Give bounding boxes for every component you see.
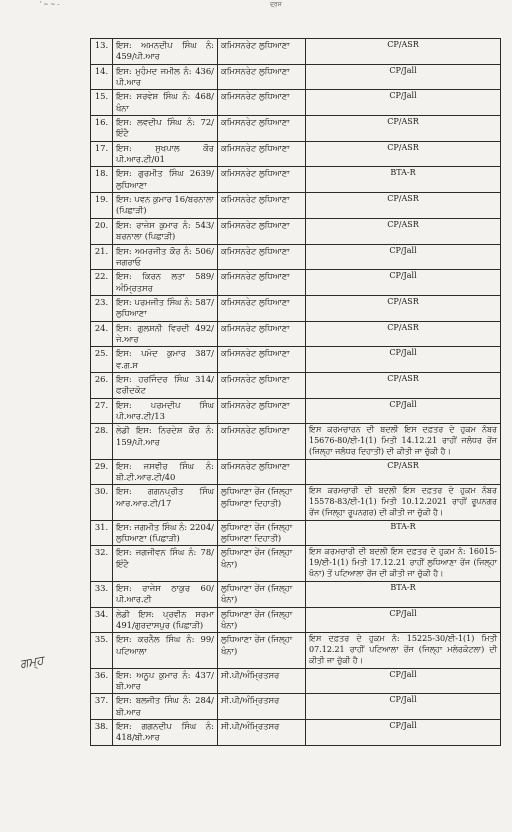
transfer-list-body xyxy=(91,39,501,746)
employee-name-cell: ਇਸ: ਗੁਰਮੀਤ ਸਿੰਘ 2639/ਲੁਧਿਆਣਾ xyxy=(113,167,218,193)
posting-place-cell: ਕਮਿਸਨਰੇਟ ਲੁਧਿਆਣਾ xyxy=(218,244,306,270)
serial-number-cell: 37. xyxy=(91,694,113,720)
serial-number-cell: 25. xyxy=(91,347,113,373)
serial-number-cell: 38. xyxy=(91,720,113,746)
employee-name-cell: ਇਸ: ਅਮਰਜੀਤ ਕੌਰ ਨੰ: 506/ਜਗਰਾਓ xyxy=(113,244,218,270)
table-row xyxy=(91,520,501,546)
posting-place-cell: ਲੁਧਿਆਣਾ ਰੇਂਜ (ਜਿਲ੍ਹਾ ਖੰਨਾ) xyxy=(218,581,306,607)
table-row xyxy=(91,39,501,65)
remark-cell: BTA-R xyxy=(306,581,501,607)
table-row xyxy=(91,167,501,193)
employee-name-cell: ਇਸ: ਲਵਦੀਪ ਸਿੰਘ ਨੰ: 72/ਇੰਟੈ xyxy=(113,116,218,142)
serial-number-cell: 22. xyxy=(91,270,113,296)
remark-cell: CP/Jall xyxy=(306,347,501,373)
table-row xyxy=(91,321,501,347)
posting-place-cell: ਕਮਿਸਨਰੇਟ ਲੁਧਿਆਣਾ xyxy=(218,372,306,398)
top-left-mark: ' ~ ~ - xyxy=(40,1,60,8)
table-row xyxy=(91,270,501,296)
employee-name-cell: ਇਸ: ਗੁਲਸ਼ਨੀ ਵਿਰਦੀ 492/ਜੇ.ਆਰ xyxy=(113,321,218,347)
remark-cell: CP/ASR xyxy=(306,321,501,347)
employee-name-cell: ਇਸ: ਸਰਵੇਸ਼ ਸਿੰਘ ਨੰ: 468/ਖੰਨਾ xyxy=(113,90,218,116)
posting-place-cell: ਲੁਧਿਆਣਾ ਰੇਂਜ (ਜਿਲ੍ਹਾ ਲੁਧਿਆਣਾ ਦਿਹਾਤੀ) xyxy=(218,485,306,520)
serial-number-cell: 19. xyxy=(91,193,113,219)
remark-cell: ਇਸ ਦਫ਼ਤਰ ਦੇ ਹੁਕਮ ਨੰ: 15225-30/ਈ-1(1) ਮਿਤੀ 07.12.21 ਰਾਹੀਂ ਪਟਿਆਲਾ ਰੇਂਜ (ਜਿਲ੍ਹਾ ਮਲੇਰਕੋਟਲਾ) ਦੀ ਕੀਤੀ ਜਾ ਚੁੱਕੀ ਹੈ। xyxy=(306,633,501,668)
serial-number-cell: 21. xyxy=(91,244,113,270)
remark-cell: CP/ASR xyxy=(306,295,501,321)
employee-name-cell: ਇਸ: ਸੁਖਪਾਲ ਕੌਰ ਪੀ.ਆਰ.ਟੀ/01 xyxy=(113,141,218,167)
posting-place-cell: ਕਮਿਸਨਰੇਟ ਲੁਧਿਆਣਾ xyxy=(218,116,306,142)
serial-number-cell: 35. xyxy=(91,633,113,668)
employee-name-cell: ਇਸ: ਅਨੂਪ ਕੁਮਾਰ ਨੰ: 437/ਬੀ.ਆਰ xyxy=(113,668,218,694)
remark-cell: CP/ASR xyxy=(306,459,501,485)
serial-number-cell: 20. xyxy=(91,218,113,244)
remark-cell: CP/Jall xyxy=(306,90,501,116)
remark-cell: CP/ASR xyxy=(306,218,501,244)
employee-name-cell: ਇਸ: ਰਾਜੇਸ ਠਾਕੁਰ 60/ਪੀ.ਆਰ.ਟੀ xyxy=(113,581,218,607)
serial-number-cell: 33. xyxy=(91,581,113,607)
posting-place-cell: ਲੁਧਿਆਣਾ ਰੇਂਜ (ਜਿਲ੍ਹਾ ਲੁਧਿਆਣਾ ਦਿਹਾਤੀ) xyxy=(218,520,306,546)
employee-name-cell: ਇਸ: ਪਰਮਜੀਤ ਸਿੰਘ ਨੰ: 587/ਲੁਧਿਆਣਾ xyxy=(113,295,218,321)
serial-number-cell: 34. xyxy=(91,607,113,633)
employee-name-cell: ਇਸ: ਹਰਜਿੰਦਰ ਸਿੰਘ 314/ਫਰੀਦਕੋਟ xyxy=(113,372,218,398)
remark-cell: CP/Jall xyxy=(306,607,501,633)
employee-name-cell: ਇਸ: ਜਸਵੀਰ ਸਿੰਘ ਨੰ: ਬੀ.ਟੀ.ਆਰ.ਟੀ/40 xyxy=(113,459,218,485)
remark-cell: CP/Jall xyxy=(306,244,501,270)
employee-name-cell: ਇਸ: ਪਮੋਦ ਕੁਮਾਰ 387/ਵ.ਗ.ਸ xyxy=(113,347,218,373)
handwritten-margin-note: ਗਮ੍ਹ xyxy=(18,653,45,671)
posting-place-cell: ਕਮਿਸਨਰੇਟ ਲੁਧਿਆਣਾ xyxy=(218,167,306,193)
serial-number-cell: 30. xyxy=(91,485,113,520)
remark-cell: CP/Jall xyxy=(306,64,501,90)
transfer-list-table xyxy=(90,38,501,746)
posting-place-cell: ਸੀ.ਪੀ/ਅੰਮ੍ਰਿਤਸਰ xyxy=(218,668,306,694)
table-row xyxy=(91,546,501,581)
serial-number-cell: 14. xyxy=(91,64,113,90)
posting-place-cell: ਕਮਿਸਨਰੇਟ ਲੁਧਿਆਣਾ xyxy=(218,39,306,65)
table-row xyxy=(91,218,501,244)
remark-cell: BTA-R xyxy=(306,167,501,193)
remark-cell: CP/Jall xyxy=(306,720,501,746)
employee-name-cell: ਇਸ: ਗਗਨਦੀਪ ਸਿੰਘ ਨੰ: 418/ਬੀ.ਆਰ xyxy=(113,720,218,746)
remark-cell: BTA-R xyxy=(306,520,501,546)
table-row xyxy=(91,141,501,167)
table-row xyxy=(91,64,501,90)
employee-name-cell: ਇਸ: ਜਗਜੀਵਨ ਸਿੰਘ ਨੰ: 78/ਇੰਟੈ xyxy=(113,546,218,581)
posting-place-cell: ਲੁਧਿਆਣਾ ਰੇਂਜ (ਜਿਲ੍ਹਾ ਖੰਨਾ) xyxy=(218,546,306,581)
table-row xyxy=(91,633,501,668)
serial-number-cell: 27. xyxy=(91,398,113,424)
table-row xyxy=(91,424,501,459)
employee-name-cell: ਇਸ: ਜਗਮੀਤ ਸਿੰਘ ਨੰ: 2204/ਲੁਧਿਆਣਾ (ਪਿਛਾੜੀ) xyxy=(113,520,218,546)
remark-cell: CP/ASR xyxy=(306,141,501,167)
serial-number-cell: 26. xyxy=(91,372,113,398)
employee-name-cell: ਇਸ: ਬਲਜੀਤ ਸਿੰਘ ਨੰ: 284/ਬੀ.ਆਰ xyxy=(113,694,218,720)
employee-name-cell: ਇਸ: ਮੁਹੰਮਦ ਜਮੀਲ ਨੰ: 436/ਪੀ.ਆਰ xyxy=(113,64,218,90)
table-row xyxy=(91,459,501,485)
posting-place-cell: ਕਮਿਸਨਰੇਟ ਲੁਧਿਆਣਾ xyxy=(218,64,306,90)
posting-place-cell: ਕਮਿਸਨਰੇਟ ਲੁਧਿਆਣਾ xyxy=(218,459,306,485)
posting-place-cell: ਕਮਿਸਨਰੇਟ ਲੁਧਿਆਣਾ xyxy=(218,295,306,321)
top-right-mark: ਦ੍ਰਸ xyxy=(270,1,282,8)
remark-cell: ਇਸ ਕਰਮਚਾਰੀ ਦੀ ਬਦਲੀ ਇਸ ਦਫ਼ਤਰ ਦੇ ਹੁਕਮ ਨੰਬਰ 15578-83/ਈ-1(1) ਮਿਤੀ 10.12.2021 ਰਾਹੀਂ ਰੂਪਨਗਰ ਰੇਂਜ (ਜਿਲ੍ਹਾ ਰੂਪਨਗਰ) ਦੀ ਕੀਤੀ ਜਾ ਚੁੱਕੀ ਹੈ। xyxy=(306,485,501,520)
serial-number-cell: 23. xyxy=(91,295,113,321)
table-row xyxy=(91,720,501,746)
serial-number-cell: 24. xyxy=(91,321,113,347)
serial-number-cell: 13. xyxy=(91,39,113,65)
employee-name-cell: ਇਸ: ਕਰਨੈਲ ਸਿੰਘ ਨੰ: 99/ਪਟਿਆਲਾ xyxy=(113,633,218,668)
posting-place-cell: ਲੁਧਿਆਣਾ ਰੇਂਜ (ਜਿਲ੍ਹਾ ਖੰਨਾ) xyxy=(218,633,306,668)
posting-place-cell: ਸੀ.ਪੀ/ਅੰਮ੍ਰਿਤਸਰ xyxy=(218,720,306,746)
serial-number-cell: 29. xyxy=(91,459,113,485)
remark-cell: CP/ASR xyxy=(306,116,501,142)
page-top-fragment xyxy=(0,0,512,14)
table-row xyxy=(91,668,501,694)
employee-name-cell: ਇਸ: ਅਮਨਦੀਪ ਸਿੰਘ ਨੰ: 459/ਪੀ.ਆਰ xyxy=(113,39,218,65)
employee-name-cell: ਇਸ: ਕਿਰਨ ਲਤਾ 589/ਅੰਮ੍ਰਿਤਸਰ xyxy=(113,270,218,296)
serial-number-cell: 28. xyxy=(91,424,113,459)
remark-cell: CP/ASR xyxy=(306,39,501,65)
posting-place-cell: ਕਮਿਸਨਰੇਟ ਲੁਧਿਆਣਾ xyxy=(218,270,306,296)
serial-number-cell: 36. xyxy=(91,668,113,694)
serial-number-cell: 31. xyxy=(91,520,113,546)
posting-place-cell: ਕਮਿਸਨਰੇਟ ਲੁਧਿਆਣਾ xyxy=(218,193,306,219)
remark-cell: ਇਸ ਕਰਮਚਾਰੀ ਦੀ ਬਦਲੀ ਇਸ ਦਫ਼ਤਰ ਦੇ ਹੁਕਮ ਨੰ: 16015-19/ਈ-1(1) ਮਿਤੀ 17.12.21 ਰਾਹੀਂ ਲੁਧਿਆਣਾ ਰੇਂਜ (ਜਿਲ੍ਹਾ ਖੰਨਾ) ਤੋਂ ਪਟਿਆਲਾ ਰੇਂਜ ਦੀ ਕੀਤੀ ਜਾ ਚੁੱਕੀ ਹੈ। xyxy=(306,546,501,581)
employee-name-cell: ਲੇਡੀ ਇਸ: ਪ੍ਰਵੀਨ ਸਰਮਾ 491/ਗੁਰਦਾਸਪੁਰ (ਪਿਛਾੜੀ) xyxy=(113,607,218,633)
table-row xyxy=(91,193,501,219)
posting-place-cell: ਲੁਧਿਆਣਾ ਰੇਂਜ (ਜਿਲ੍ਹਾ ਖੰਨਾ) xyxy=(218,607,306,633)
serial-number-cell: 32. xyxy=(91,546,113,581)
table-row xyxy=(91,398,501,424)
table-row xyxy=(91,694,501,720)
employee-name-cell: ਇਸ: ਪਰਮਦੀਪ ਸਿੰਘ ਪੀ.ਆਰ.ਟੀ/13 xyxy=(113,398,218,424)
table-row xyxy=(91,372,501,398)
table-row xyxy=(91,244,501,270)
table-row xyxy=(91,347,501,373)
table-row xyxy=(91,581,501,607)
remark-cell: CP/Jall xyxy=(306,668,501,694)
posting-place-cell: ਸੀ.ਪੀ/ਅੰਮ੍ਰਿਤਸਰ xyxy=(218,694,306,720)
posting-place-cell: ਕਮਿਸਨਰੇਟ ਲੁਧਿਆਣਾ xyxy=(218,141,306,167)
remark-cell: ਇਸ ਕਰਮਚਾਰਨ ਦੀ ਬਦਲੀ ਇਸ ਦਫ਼ਤਰ ਦੇ ਹੁਕਮ ਨੰਬਰ 15676-80/ਈ-1(1) ਮਿਤੀ 14.12.21 ਰਾਹੀਂ ਜਲੰਧਰ ਰੇਂਜ (ਜਿਲ੍ਹਾ ਜਲੰਧਰ ਦਿਹਾਤੀ) ਦੀ ਕੀਤੀ ਜਾ ਚੁੱਕੀ ਹੈ। xyxy=(306,424,501,459)
remark-cell: CP/Jall xyxy=(306,270,501,296)
serial-number-cell: 15. xyxy=(91,90,113,116)
table-row xyxy=(91,485,501,520)
posting-place-cell: ਕਮਿਸਨਰੇਟ ਲੁਧਿਆਣਾ xyxy=(218,347,306,373)
serial-number-cell: 18. xyxy=(91,167,113,193)
table-row xyxy=(91,607,501,633)
table-row xyxy=(91,90,501,116)
employee-name-cell: ਲੇਡੀ ਇਸ: ਨਿਰਦੇਸ਼ ਕੌਰ ਨੰ: 159/ਪੀ.ਆਰ xyxy=(113,424,218,459)
posting-place-cell: ਕਮਿਸਨਰੇਟ ਲੁਧਿਆਣਾ xyxy=(218,218,306,244)
serial-number-cell: 17. xyxy=(91,141,113,167)
employee-name-cell: ਇਸ: ਗਗਨਪ੍ਰੀਤ ਸਿੰਘ ਆਰ.ਆਰ.ਟੀ/17 xyxy=(113,485,218,520)
serial-number-cell: 16. xyxy=(91,116,113,142)
remark-cell: CP/Jall xyxy=(306,694,501,720)
posting-place-cell: ਕਮਿਸਨਰੇਟ ਲੁਧਿਆਣਾ xyxy=(218,398,306,424)
posting-place-cell: ਕਮਿਸਨਰੇਟ ਲੁਧਿਆਣਾ xyxy=(218,90,306,116)
table-row xyxy=(91,295,501,321)
table-row xyxy=(91,116,501,142)
posting-place-cell: ਕਮਿਸਨਰੇਟ ਲੁਧਿਆਣਾ xyxy=(218,321,306,347)
remark-cell: CP/ASR xyxy=(306,193,501,219)
employee-name-cell: ਇਸ: ਪਵਨ ਕੁਮਾਰ 16/ਬਰਨਾਲਾ (ਪਿਛਾੜੀ) xyxy=(113,193,218,219)
employee-name-cell: ਇਸ: ਰਾਜੇਸ ਕੁਮਾਰ ਨੰ: 543/ਬਰਨਾਲਾ (ਪਿਛਾੜੀ) xyxy=(113,218,218,244)
remark-cell: CP/Jall xyxy=(306,398,501,424)
remark-cell: CP/ASR xyxy=(306,372,501,398)
posting-place-cell: ਕਮਿਸਨਰੇਟ ਲੁਧਿਆਣਾ xyxy=(218,424,306,459)
